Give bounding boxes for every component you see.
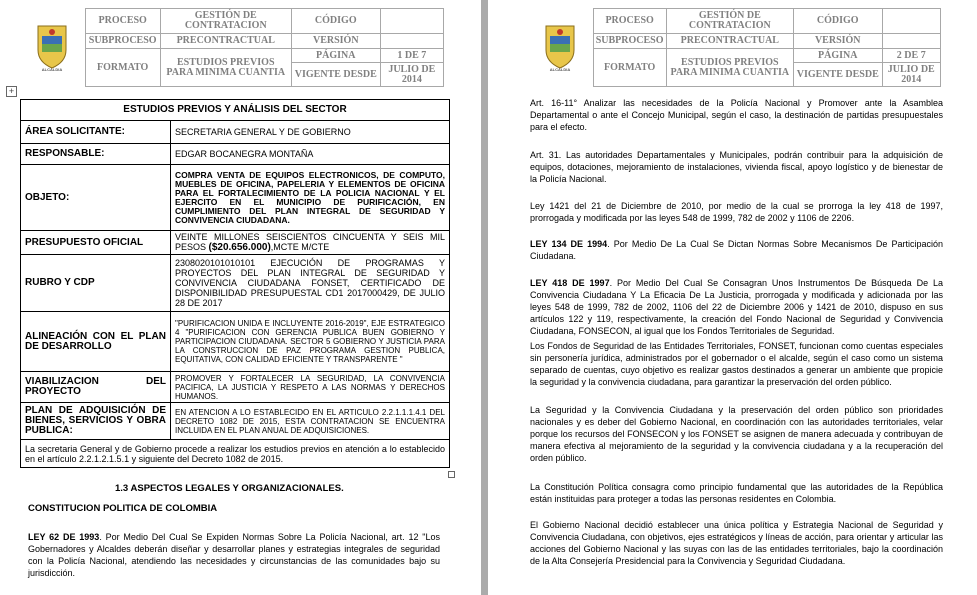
seguridad-paragraph: La Seguridad y la Convivencia Ciudadana y la preservación del orden público son prioridades nacionales y es deber del Gobierno Nacional, en coordinación con las autoridades territoriales, velar porque los recursos del FONSECON y los FONSET se asignen de manera adecuada y contribuyan de manera efectiva al mejoramiento de la seguridad y la convivencia ciudadana y a la recuperación del orden público.	[530, 405, 943, 463]
constitucion-paragraph: La Constitución Política consagra como principio fundamental que las autoridades de la República están instituidas para proteger a todas las personas residentes en Colombia.	[530, 482, 943, 504]
subproceso-value: PRECONTRACTUAL	[666, 34, 793, 49]
viabilizacion-label: VIABILIZACION DEL PROYECTO	[21, 372, 171, 403]
presupuesto-label: PRESUPUESTO OFICIAL	[21, 231, 171, 255]
form-header-table	[20, 8, 444, 87]
area-solicitante-label: ÁREA SOLICITANTE:	[21, 121, 171, 144]
rubro-cdp-label: RUBRO Y CDP	[21, 255, 171, 312]
objeto-label: OBJETO:	[21, 165, 171, 231]
proceso-value: GESTIÓN DE CONTRATACION	[666, 9, 793, 34]
table-move-handle-icon[interactable]: +	[6, 86, 17, 97]
table-resize-handle-icon[interactable]	[448, 471, 455, 478]
form-header-table	[528, 8, 941, 87]
presupuesto-value	[171, 231, 450, 255]
law-62-paragraph	[28, 531, 440, 579]
codigo-value	[380, 9, 443, 34]
formato-value: ESTUDIOS PREVIOS PARA MINIMA CUANTIA	[160, 49, 291, 87]
alineacion-label: ALINEACIÓN CON EL PLAN DE DESARROLLO	[21, 312, 171, 372]
constitution-title: CONSTITUCION POLITICA DE COLOMBIA	[28, 503, 218, 514]
vigente-value: JULIO DE 2014	[882, 63, 941, 87]
version-label: VERSIÓN	[291, 34, 380, 49]
codigo-value	[882, 9, 941, 34]
law-418-paragraph	[530, 277, 943, 337]
presupuesto-amount: ($20.656.000)	[208, 242, 271, 253]
law-134-paragraph	[530, 238, 943, 262]
municipality-logo	[22, 22, 83, 74]
page-number: 2 DE 7	[882, 49, 941, 63]
proceso-value: GESTIÓN DE CONTRATACION	[160, 9, 291, 34]
vigente-label: VIGENTE DESDE	[794, 63, 883, 87]
responsable-value: EDGAR BOCANEGRA MONTAÑA	[171, 144, 450, 165]
formato-value: ESTUDIOS PREVIOS PARA MINIMA CUANTIA	[666, 49, 793, 87]
document-page-1	[0, 0, 481, 595]
vigente-value: JULIO DE 2014	[380, 63, 443, 87]
page-number: 1 DE 7	[380, 49, 443, 63]
article-16-paragraph: Art. 16-11° Analizar las necesidades de la Policía Nacional y Promover ante la Asamblea Departamental o ante el Concejo Municipal, según el caso, la destinación de partidas presupuestales para el efecto.	[530, 98, 943, 132]
formato-label: FORMATO	[593, 49, 666, 87]
svg-text:ALCALDIA: ALCALDIA	[550, 66, 571, 72]
fonset-paragraph: Los Fondos de Seguridad de las Entidades Territoriales, FONSET, funcionan como cuentas especiales sin personería jurídica, administrados por el gobernador o el alcalde, según el caso como un sistema separado de cuentas, cuyo objetivo es realizar gastos destinados a generar un ambiente que propicie la seguridad y la convivencia ciudadana, para garantizar la preservación del orden público.	[530, 341, 943, 387]
version-label: VERSIÓN	[794, 34, 883, 49]
law-134-title: LEY 134 DE 1994	[530, 239, 608, 249]
svg-text:ALCALDIA: ALCALDIA	[42, 66, 63, 72]
law-418-title: LEY 418 DE 1997	[530, 278, 610, 288]
presupuesto-text: VEINTE MILLONES SEISCIENTOS CINCUENTA Y SEIS MIL PESOS	[175, 232, 445, 252]
pagina-label: PÁGINA	[794, 49, 883, 63]
law-62-title: LEY 62 DE 1993	[28, 532, 100, 542]
plan-adquisicion-label: PLAN DE ADQUISICIÓN DE BIENES, SERVICIOS Y OBRA PUBLICA:	[21, 403, 171, 440]
table-footer-note: La secretaria General y de Gobierno procede a realizar los estudios previos en atención a lo establecido en el artículo 2.2.1.2.1.5.1 y siguiente del Decreto 1082 de 2015.	[21, 440, 450, 468]
gobierno-nacional-paragraph: El Gobierno Nacional decidió establecer una única política y Estrategia Nacional de Seguridad y Convivencia Ciudadana, con objetivos, ejes estratégicos y líneas de acción, para orientar y articular las acciones del Gobierno Nacional y las suyas con las de las entidades territoriales, bajo la coordinación de la Alta Consejería Presidencial para la Convivencia y Seguridad Ciudadana.	[530, 520, 943, 566]
presupuesto-suffix: ,MCTE M/CTE	[270, 242, 330, 252]
area-solicitante-value: SECRETARIA GENERAL Y DE GOBIERNO	[171, 121, 450, 144]
estudios-previos-table	[20, 99, 450, 468]
logo-cell	[528, 9, 593, 87]
table-title: ESTUDIOS PREVIOS Y ANÁLISIS DEL SECTOR	[21, 100, 450, 121]
law-62-text: . Por Medio Del Cual Se Expiden Normas Sobre La Policía Nacional, art. 12 "Los Gobernadores y Alcaldes deberán diseñar y desarrollar planes y estrategias integrales de seguridad con la Policía Nacional, atendiendo las necesidades y circunstancias de las comunidades bajo su jurisdicción.	[28, 532, 440, 578]
codigo-label: CÓDIGO	[794, 9, 883, 34]
article-31-paragraph: Art. 31. Las autoridades Departamentales y Municipales, podrán contribuir para la adquisición de equipos, dotaciones, mejoramiento de instalaciones, vivienda fiscal, apoyo logístico y de bienestar de la Policía Nacional.	[530, 150, 943, 184]
law-418-text: . Por Medio Del Cual Se Consagran Unos Instrumentos De Búsqueda De La Convivencia Ciudadana Y La Eficacia De La Justicia, prorrogada y modificada y adicionada por las leyes 548 de 1999, 782 de 2002, 1106 del 22 de Diciembre 2006 y 1421 de 2010, dispuso en sus artículos 122 y 119, respectivamente, la creación del Fondo Nacional de Seguridad y Convivencia Ciudadana, FONSECON, al igual que los Fondos Territoriales de Seguridad.	[530, 278, 943, 336]
version-value	[380, 34, 443, 49]
proceso-label: PROCESO	[85, 9, 160, 34]
law-134-text: . Por Medio De La Cual Se Dictan Normas Sobre Mecanismos De Participación Ciudadana.	[530, 239, 943, 261]
objeto-value: COMPRA VENTA DE EQUIPOS ELECTRONICOS, DE COMPUTO, MUEBLES DE OFICINA, PAPELERIA Y ELEMENTOS DE OFICINA PARA EL FORTALECIMIENTO DE LA POLICIA NACIONAL Y EL EJERCITO EN EL MUNICIPIO DE PURIFICACIÓN, EN CUMPLIMIENTO DEL PLAN INTEGRAL DE SEGURIDAD Y CONVIVENCIA CIUDADANA.	[171, 165, 450, 231]
version-value	[882, 34, 941, 49]
alineacion-value: "PURIFICACION UNIDA E INCLUYENTE 2016-2019", EJE ESTRATEGICO 4 "PURIFICACION CON GERENCIA PUBLICA BUEN GOBIERNO Y PARTICIPACION CIUDADANA. SECTOR 5 GOBIERNO Y JUSTICIA PARA LA CONSTRUCCION DE PAZ PROGRAMA GESTION PUBLICA, EQUITATIVA, CON CALIDAD EFICIENTE Y TRANSPARENTE "	[171, 312, 450, 372]
vigente-label: VIGENTE DESDE	[291, 63, 380, 87]
formato-label: FORMATO	[85, 49, 160, 87]
section-title: 1.3 ASPECTOS LEGALES Y ORGANIZACIONALES.	[115, 483, 344, 494]
law-1421-paragraph: Ley 1421 del 21 de Diciembre de 2010, por medio de la cual se prorroga la ley 418 de 1997, prorrogada y modificada por las leyes 548 de 1999, 782 de 2002 y 1106 de 2206.	[530, 201, 943, 223]
proceso-label: PROCESO	[593, 9, 666, 34]
municipality-logo	[530, 22, 591, 74]
plan-adquisicion-value: EN ATENCION A LO ESTABLECIDO EN EL ARTICULO 2.2.1.1.1.4.1 DEL DECRETO 1082 DE 2015, ESTA CONTRATACION SE ENCUENTRA INCLUIDA EN EL PLAN ANUAL DE ADQUISICIONES.	[171, 403, 450, 440]
responsable-label: RESPONSABLE:	[21, 144, 171, 165]
logo-cell	[20, 9, 85, 87]
codigo-label: CÓDIGO	[291, 9, 380, 34]
viabilizacion-value: PROMOVER Y FORTALECER LA SEGURIDAD, LA CONVIVENCIA PACIFICA, LA JUSTICIA Y RESPETO A LAS NORMAS Y DERECHOS HUMANOS.	[171, 372, 450, 403]
subproceso-value: PRECONTRACTUAL	[160, 34, 291, 49]
subproceso-label: SUBPROCESO	[593, 34, 666, 49]
pagina-label: PÁGINA	[291, 49, 380, 63]
rubro-cdp-value: 2308020101010101 EJECUCIÓN DE PROGRAMAS Y PROYECTOS DEL PLAN INTEGRAL DE SEGURIDAD Y CONVIVENCIA CIUDADANA FONSET, CERTIFICADO DE DISPONIBILIDAD PRESUPUESTAL CD1 2017000429, DE JULIO 28 DE 2017	[171, 255, 450, 312]
subproceso-label: SUBPROCESO	[85, 34, 160, 49]
